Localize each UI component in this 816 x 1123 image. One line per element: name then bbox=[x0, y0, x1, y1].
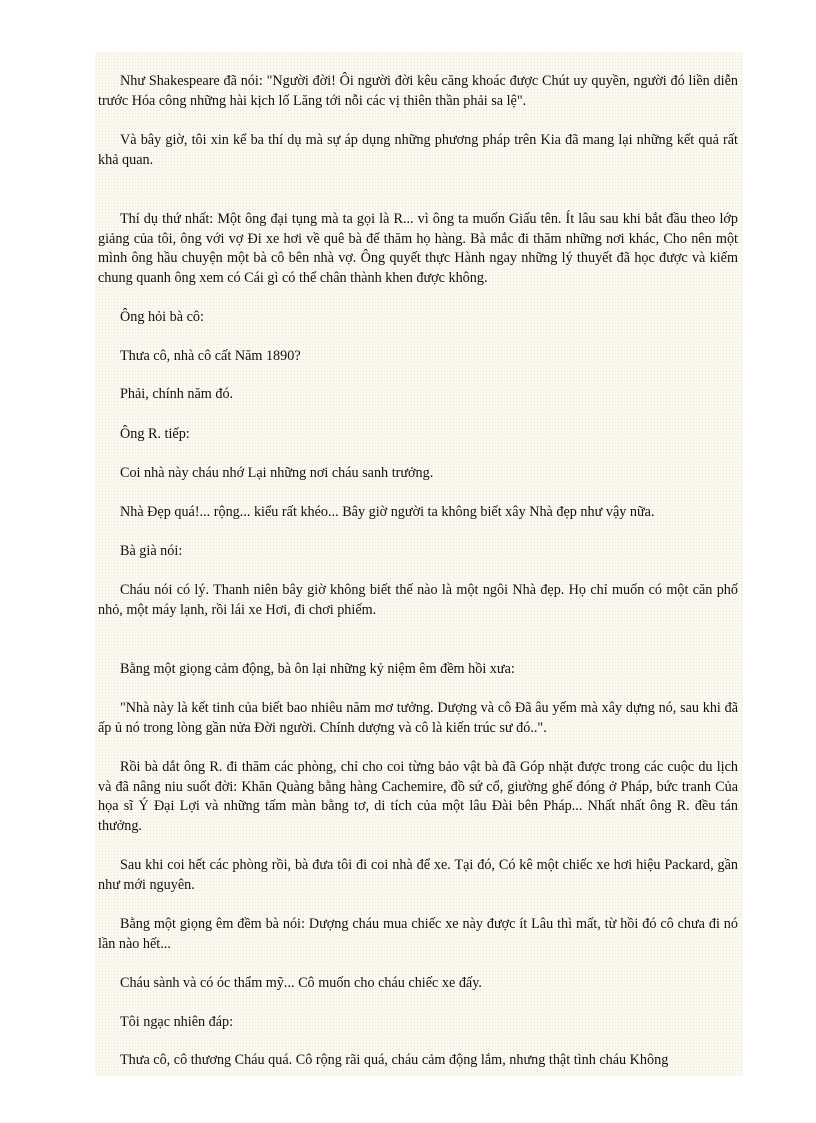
paragraph: Tôi ngạc nhiên đáp: bbox=[120, 1014, 234, 1030]
paragraph: Thưa cô, nhà cô cất Năm 1890? bbox=[120, 348, 301, 364]
paragraph: Bằng một giọng cảm động, bà ôn lại những kỷ niệm êm đềm hồi xưa: bbox=[120, 661, 515, 677]
paragraph: Cháu nói có lý. Thanh niên bây giờ không biết thế nào là một ngôi Nhà đẹp. Họ chỉ muốn có một căn phố nhỏ, một máy lạnh, rồi lái xe Hơi, đi chơi phiếm. bbox=[98, 582, 738, 618]
paragraph: Coi nhà này cháu nhớ Lại những nơi cháu sanh trưởng. bbox=[120, 465, 434, 481]
paragraph: Nhà Đẹp quá!... rộng... kiểu rất khéo... Bây giờ người ta không biết xây Nhà đẹp như vậy nữa. bbox=[120, 504, 655, 520]
paragraph: Thưa cô, cô thương Cháu quá. Cô rộng rãi quá, cháu cảm động lắm, nhưng thật tình cháu Không bbox=[120, 1052, 669, 1068]
paragraph: Sau khi coi hết các phòng rồi, bà đưa tôi đi coi nhà để xe. Tại đó, Có kê một chiếc xe hơi hiệu Packard, gần như mới nguyên. bbox=[98, 857, 738, 893]
paragraph: Như Shakespeare đã nói: "Người đời! Ôi người đời kêu căng khoác được Chút uy quyền, người đó liền diễn trước Hóa công những hài kịch lố Lăng tới nỗi các vị thiên thần phải sa lệ". bbox=[98, 73, 738, 109]
paragraph: "Nhà này là kết tinh của biết bao nhiêu năm mơ tưởng. Dượng và cô Đã âu yếm mà xây dựng nó, sau khi đã ấp ủ nó trong lòng gần nửa Đời người. Chính dượng và cô là kiến trúc sư đó..". bbox=[98, 700, 738, 736]
paragraph: Và bây giờ, tôi xin kể ba thí dụ mà sự áp dụng những phương pháp trên Kia đã mang lại những kết quả rất khả quan. bbox=[98, 132, 738, 168]
paragraph: Ông hỏi bà cô: bbox=[120, 309, 204, 325]
paragraph: Thí dụ thứ nhất: Một ông đại tụng mà ta gọi là R... vì ông ta muốn Giấu tên. Ít lâu sau khi bắt đầu theo lớp giảng của tôi, ông với vợ Đi xe hơi về quê bà để thăm họ hàng. Bà mắc đi thăm những nơi khác, Cho nên một mình ông hầu chuyện một bà cô bên nhà vợ. Ông quyết thực Hành ngay những lý thuyết đã học được và kiếm chung quanh ông xem có Cái gì có thể chân thành khen được không. bbox=[98, 211, 738, 287]
paragraph: Bằng một giọng êm đềm bà nói: Dượng cháu mua chiếc xe này được ít Lâu thì mất, từ hồi đó cô chưa đi nó lần nào hết... bbox=[98, 916, 738, 952]
paragraph: Phải, chính năm đó. bbox=[120, 386, 234, 402]
paragraph: Cháu sành và có óc thẩm mỹ... Cô muốn cho cháu chiếc xe đấy. bbox=[120, 975, 482, 991]
paragraph: Rồi bà dắt ông R. đi thăm các phòng, chỉ cho coi từng bảo vật bà đã Góp nhặt được trong các cuộc du lịch và đã nâng niu suốt đời: Khăn Quàng bằng hàng Cachemire, đồ sứ cổ, giường ghế đóng ở Pháp, bức tranh Của họa sĩ Ý Đại Lợi và những tấm màn bằng tơ, di tích của một lâu Đài bên Pháp... Nhất nhất ông R. đều tán thưởng. bbox=[98, 759, 738, 835]
paragraph: Ông R. tiếp: bbox=[120, 426, 190, 442]
paragraph: Bà già nói: bbox=[120, 543, 183, 559]
